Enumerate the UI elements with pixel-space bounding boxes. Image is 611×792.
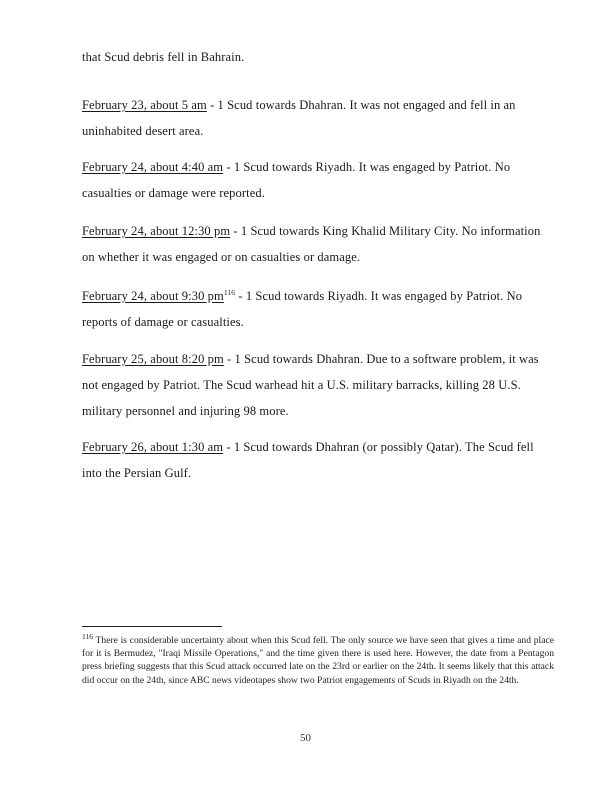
scud-entry — [82, 283, 552, 335]
footnote-divider — [82, 626, 222, 627]
entry-date: February 24, about 9:30 pm — [82, 289, 224, 303]
scud-entry — [82, 434, 552, 486]
scud-entry — [82, 218, 552, 270]
continuation-paragraph — [82, 44, 552, 70]
entry-date: February 24, about 12:30 pm — [82, 224, 231, 238]
entry-text: - 1 Scud towards King Khalid Military City. No information on whether it was engaged or on casualties or damage. — [82, 224, 541, 264]
scud-entry — [82, 346, 552, 424]
scud-entry — [82, 92, 552, 144]
page-number: 50 — [300, 732, 311, 744]
footnote — [82, 631, 554, 687]
entry-date: February 23, about 5 am — [82, 98, 207, 112]
entry-text: - 1 Scud towards Dhahran. It was not engaged and fell in an uninhabited desert area. — [82, 98, 516, 138]
footnote-reference: 116 — [223, 287, 236, 297]
entry-text: - 1 Scud towards Dhahran. Due to a software problem, it was not engaged by Patriot. The Scud warhead hit a U.S. military barracks, killing 28 U.S. military personnel and injuring 98 more. — [82, 352, 539, 418]
entry-date: February 24, about 4:40 am — [82, 160, 224, 174]
entry-text: - 1 Scud towards Riyadh. It was engaged by Patriot. No casualties or damage were reported. — [82, 160, 511, 200]
entry-text: - 1 Scud towards Dhahran (or possibly Qatar). The Scud fell into the Persian Gulf. — [82, 440, 534, 480]
footnote-text: There is considerable uncertainty about when this Scud fell. The only source we have seen that gives a time and place for it is Bermudez, "Iraqi Missile Operations," and the time given there is used here. However, the date from a Pentagon press briefing suggests that this Scud attack occurred late on the 23rd or earlier on the 24th. It seems likely that this attack did occur on the 24th, since ABC news videotapes show two Patriot engagements of Scuds in Riyadh on the 24th. — [82, 635, 554, 686]
entry-text: - 1 Scud towards Riyadh. It was engaged by Patriot. No reports of damage or casualties. — [82, 289, 523, 329]
footnote-marker: 116 — [82, 631, 93, 641]
entry-date: February 26, about 1:30 am — [82, 440, 224, 454]
scud-entry — [82, 154, 552, 206]
entry-date: February 25, about 8:20 pm — [82, 352, 224, 366]
entry-text: that Scud debris fell in Bahrain. — [82, 50, 245, 64]
